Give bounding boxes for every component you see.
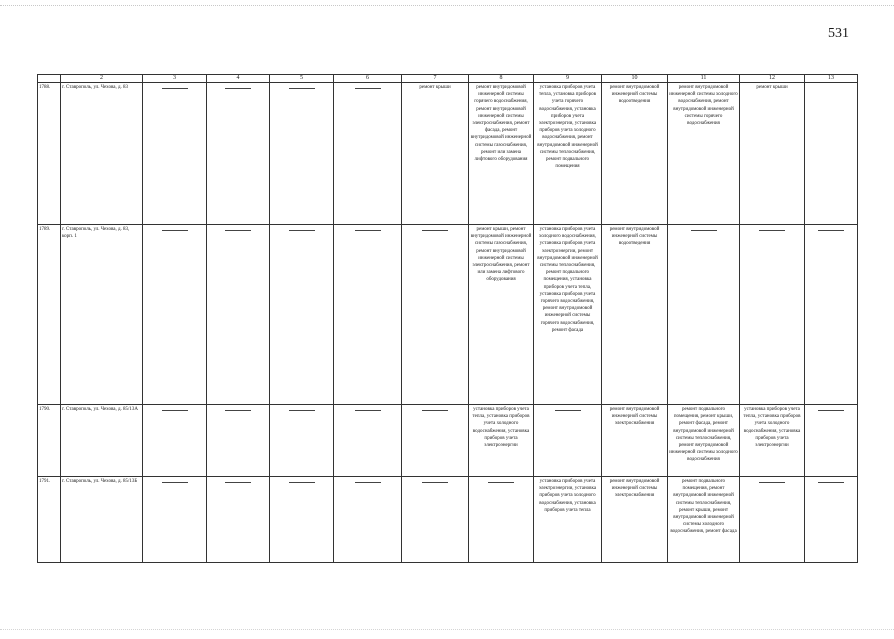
dash-mark <box>818 410 844 411</box>
work-cell-c9: установка приборов учета холодного водоснабжения, установка приборов учета электроэнергии, ремонт внутридомовой инженерной системы теплоснабжения, ремонт подвального помещения, установка приборов учета тепла, установка приборов учета горячего водоснабжения, ремонт внутридомовой инженерной системы горячего водоснабжения, ремонт фасада <box>534 225 602 405</box>
work-cell-c8: ремонт внутридомовой инженерной системы горячего водоснабжения, ремонт внутридомовой инженерной системы электроснабжения, ремонт фасада, ремонт внутридомовой инженерной системы газоснабжения, ремонт или замена лифтового оборудования <box>469 83 534 225</box>
header-row <box>38 75 858 83</box>
dash-mark <box>355 88 381 89</box>
address-cell: г. Ставрополь, ул. Чехова, д. 83, корп. 1 <box>61 225 143 405</box>
header-cell: 5 <box>270 75 334 83</box>
address-cell: г. Ставрополь, ул. Чехова, д. 83 <box>61 83 143 225</box>
table-row <box>38 225 858 405</box>
header-cell: 12 <box>740 75 805 83</box>
dash-mark <box>225 410 251 411</box>
header-cell: 8 <box>469 75 534 83</box>
bottom-scan-line <box>0 629 894 630</box>
empty-dash-cell <box>207 225 270 405</box>
dash-mark <box>355 482 381 483</box>
dash-mark <box>818 230 844 231</box>
row-number: 1790. <box>38 405 61 477</box>
empty-dash-cell <box>668 225 740 405</box>
header-cell: 3 <box>143 75 207 83</box>
dash-mark <box>759 482 785 483</box>
work-cell-c10: ремонт внутридомовой инженерной системы водоотведения <box>602 225 668 405</box>
dash-mark <box>225 230 251 231</box>
work-cell-c8: установка приборов учета тепла, установка приборов учета холодного водоснабжения, установка приборов учета электроэнергии <box>469 405 534 477</box>
empty-dash-cell <box>207 405 270 477</box>
work-cell-c13 <box>805 83 858 225</box>
header-cell: 4 <box>207 75 270 83</box>
dash-mark <box>759 230 785 231</box>
dash-mark <box>422 482 448 483</box>
empty-dash-cell <box>402 225 469 405</box>
schedule-table-wrapper <box>37 74 857 563</box>
empty-dash-cell <box>143 405 207 477</box>
row-number: 1789. <box>38 225 61 405</box>
row-number: 1788. <box>38 83 61 225</box>
work-cell-c7: ремонт крыши <box>402 83 469 225</box>
dash-mark <box>225 88 251 89</box>
empty-dash-cell <box>805 405 858 477</box>
dash-mark <box>555 410 581 411</box>
table-row <box>38 83 858 225</box>
empty-dash-cell <box>207 83 270 225</box>
header-cell <box>38 75 61 83</box>
empty-dash-cell <box>402 477 469 563</box>
empty-dash-cell <box>270 225 334 405</box>
empty-dash-cell <box>534 405 602 477</box>
work-cell-c12: установка приборов учета тепла, установка приборов учета холодного водоснабжения, установка приборов учета электроэнергии <box>740 405 805 477</box>
work-cell-c8: ремонт крыши, ремонт внутридомовой инженерной системы газоснабжения, ремонт внутридомовой инженерной системы электроснабжения, ремонт или замена лифтового оборудования <box>469 225 534 405</box>
empty-dash-cell <box>334 225 402 405</box>
address-cell: г. Ставрополь, ул. Чехова, д. 85/13А <box>61 405 143 477</box>
dash-mark <box>422 230 448 231</box>
header-cell: 13 <box>805 75 858 83</box>
work-cell-c11: ремонт внутридомовой инженерной системы холодного водоснабжения, ремонт внутридомовой инженерной системы горячего водоснабжения <box>668 83 740 225</box>
work-cell-c9: установка приборов учета электроэнергии, установка приборов учета холодного водоснабжения, установка приборов учета тепла <box>534 477 602 563</box>
header-cell: 7 <box>402 75 469 83</box>
work-cell-c11: ремонт подвального помещения, ремонт внутридомовой инженерной системы теплоснабжения, ремонт крыши, ремонт внутридомовой инженерной системы холодного водоснабжения, ремонт фасада <box>668 477 740 563</box>
header-cell: 6 <box>334 75 402 83</box>
header-cell: 11 <box>668 75 740 83</box>
empty-dash-cell <box>143 83 207 225</box>
work-cell-c10: ремонт внутридомовой инженерной системы электроснабжения <box>602 477 668 563</box>
dash-mark <box>289 410 315 411</box>
top-scan-line <box>0 5 894 6</box>
dash-mark <box>488 482 514 483</box>
empty-dash-cell <box>740 225 805 405</box>
empty-dash-cell <box>207 477 270 563</box>
address-cell: г. Ставрополь, ул. Чехова, д. 85/13Б <box>61 477 143 563</box>
header-cell: 2 <box>61 75 143 83</box>
dash-mark <box>162 230 188 231</box>
empty-dash-cell <box>334 477 402 563</box>
dash-mark <box>422 410 448 411</box>
empty-dash-cell <box>469 477 534 563</box>
empty-dash-cell <box>143 477 207 563</box>
dash-mark <box>289 230 315 231</box>
empty-dash-cell <box>270 477 334 563</box>
work-cell-c12: ремонт крыши <box>740 83 805 225</box>
dash-mark <box>355 410 381 411</box>
work-cell-c9: установка приборов учета тепла, установка приборов учета горячего водоснабжения, установка приборов учета электроэнергии, установка приборов учета холодного водоснабжения, ремонт внутридомовой инженерной системы теплоснабжения, ремонт подвального помещения <box>534 83 602 225</box>
empty-dash-cell <box>805 225 858 405</box>
dash-mark <box>162 88 188 89</box>
dash-mark <box>691 230 717 231</box>
dash-mark <box>289 482 315 483</box>
dash-mark <box>818 482 844 483</box>
dash-mark <box>225 482 251 483</box>
row-number: 1791. <box>38 477 61 563</box>
page-number: 531 <box>828 26 849 41</box>
table-row <box>38 405 858 477</box>
work-cell-c11: ремонт подвального помещения, ремонт крыши, ремонт фасада, ремонт внутридомовой инженерной системы теплоснабжения, ремонт внутридомовой инженерной системы холодного водоснабжения <box>668 405 740 477</box>
empty-dash-cell <box>740 477 805 563</box>
empty-dash-cell <box>805 477 858 563</box>
work-cell-c10: ремонт внутридомовой инженерной системы водоотведения <box>602 83 668 225</box>
dash-mark <box>162 410 188 411</box>
empty-dash-cell <box>334 83 402 225</box>
empty-dash-cell <box>334 405 402 477</box>
dash-mark <box>289 88 315 89</box>
table-row <box>38 477 858 563</box>
schedule-table <box>37 74 858 563</box>
empty-dash-cell <box>270 83 334 225</box>
dash-mark <box>162 482 188 483</box>
work-cell-c10: ремонт внутридомовой инженерной системы электроснабжения <box>602 405 668 477</box>
empty-dash-cell <box>143 225 207 405</box>
empty-dash-cell <box>402 405 469 477</box>
dash-mark <box>355 230 381 231</box>
header-cell: 10 <box>602 75 668 83</box>
empty-dash-cell <box>270 405 334 477</box>
header-cell: 9 <box>534 75 602 83</box>
